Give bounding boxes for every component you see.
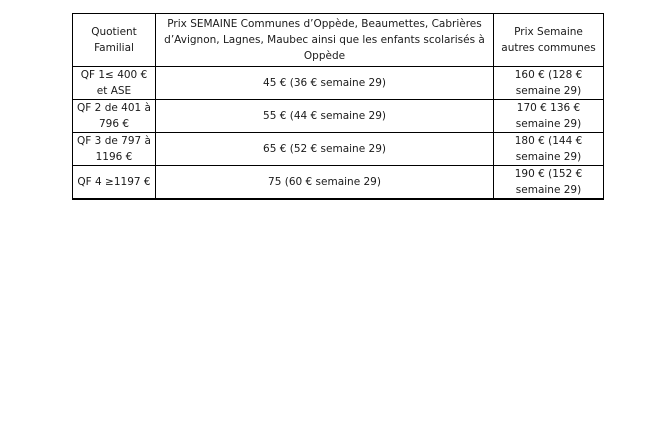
header-autres-line-1: Prix Semaine bbox=[514, 26, 583, 38]
table-row-qf2 bbox=[73, 100, 604, 133]
cell-prix-oppede: 45 € (36 € semaine 29) bbox=[156, 67, 494, 100]
header-oppede-line-3: Oppède bbox=[303, 50, 346, 62]
cell-prix-autres bbox=[494, 133, 604, 166]
table-row-qf1 bbox=[73, 67, 604, 100]
cell-qf-line-2: et ASE bbox=[96, 85, 132, 97]
cell-autres-line-1: 170 € 136 € bbox=[516, 102, 581, 114]
cell-qf-line-1: QF 3 de 797 à bbox=[77, 135, 151, 147]
cell-autres-line-1: 190 € (152 € bbox=[514, 168, 583, 180]
cell-qf bbox=[73, 166, 156, 200]
header-oppede-line-2: d’Avignon, Lagnes, Maubec ainsi que les enfants scolarisés à bbox=[164, 34, 485, 46]
header-quotient-familial bbox=[73, 14, 156, 67]
cell-prix-autres bbox=[494, 166, 604, 200]
header-prix-oppede bbox=[156, 14, 494, 67]
cell-qf bbox=[73, 67, 156, 100]
cell-prix-autres bbox=[494, 100, 604, 133]
cell-prix-oppede: 75 (60 € semaine 29) bbox=[156, 166, 494, 200]
cell-qf-line-2: 1196 € bbox=[95, 151, 133, 163]
cell-autres-line-2: semaine 29) bbox=[515, 184, 582, 196]
cell-qf-line-1: QF 1≤ 400 € bbox=[80, 69, 148, 81]
header-quotient-line-1: Quotient bbox=[91, 26, 137, 38]
cell-qf-line-2: 796 € bbox=[98, 118, 130, 130]
header-oppede-line-1: Prix SEMAINE Communes d’Oppède, Beaumettes, Cabrières bbox=[167, 18, 482, 30]
cell-autres-line-2: semaine 29) bbox=[515, 151, 582, 163]
cell-qf bbox=[73, 133, 156, 166]
cell-autres-line-1: 180 € (144 € bbox=[514, 135, 583, 147]
header-quotient-line-2: Familial bbox=[94, 42, 134, 54]
cell-prix-oppede: 65 € (52 € semaine 29) bbox=[156, 133, 494, 166]
price-table bbox=[72, 13, 604, 200]
cell-prix-autres bbox=[494, 67, 604, 100]
cell-autres-line-2: semaine 29) bbox=[515, 118, 582, 130]
cell-qf-line-1: QF 2 de 401 à bbox=[77, 102, 151, 114]
header-autres-line-2: autres communes bbox=[501, 42, 596, 54]
header-prix-autres-communes bbox=[494, 14, 604, 67]
header-row bbox=[73, 14, 604, 67]
cell-autres-line-1: 160 € (128 € bbox=[514, 69, 583, 81]
cell-prix-oppede: 55 € (44 € semaine 29) bbox=[156, 100, 494, 133]
table-row-qf4 bbox=[73, 166, 604, 200]
cell-qf bbox=[73, 100, 156, 133]
cell-autres-line-2: semaine 29) bbox=[515, 85, 582, 97]
cell-qf-line-1: QF 4 ≥1197 € bbox=[77, 176, 151, 188]
table-row-qf3 bbox=[73, 133, 604, 166]
